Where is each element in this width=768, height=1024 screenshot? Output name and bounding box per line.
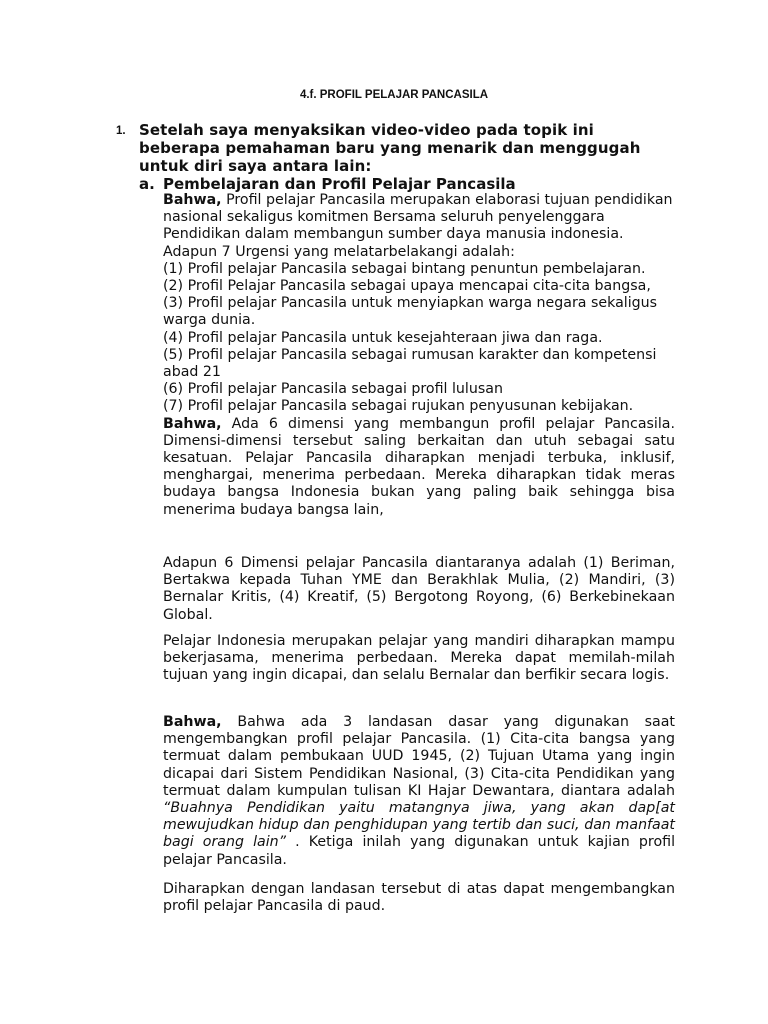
list-item: (3) Profil pelajar Pancasila untuk menyiapkan warga negara sekaligus warga dunia. xyxy=(163,295,658,329)
paragraph-6: Diharapkan dengan landasan tersebut di atas dapat mengembangkan profil pelajar Pancasila di paud. xyxy=(163,881,675,915)
urgency-intro: Adapun 7 Urgensi yang melatarbelakangi adalah: xyxy=(163,243,515,260)
paragraph-3: Adapun 6 Dimensi pelajar Pancasila diantaranya adalah (1) Beriman, Bertakwa kepada Tuhan YME dan Berakhlak Mulia, (2) Mandiri, (3) Bernalar Kritis, (4) Kreatif, (5) Bergotong Royong, (6) Berkebinekaan Global. xyxy=(163,555,675,623)
paragraph-5-text: Bahwa ada 3 landasan dasar yang digunakan saat mengembangkan profil pelajar Pancasila. (1) Cita-cita bangsa yang termuat dalam pembukaan UUD 1945, (2) Tujuan Utama yang ingin dicapai dari Sistem Pendidikan Nasional, (3) Cita-cita Pendidikan yang termuat dalam kumpulan tulisan KI Hajar Dewantara, diantara adalah xyxy=(163,714,675,799)
list-item: (5) Profil pelajar Pancasila sebagai rumusan karakter dan kompetensi abad 21 xyxy=(163,346,657,381)
list-number: 1. xyxy=(116,125,126,137)
paragraph-5 xyxy=(163,714,675,869)
paragraph-5-tail: . Ketiga inilah yang digunakan untuk kajian profil pelajar Pancasila. xyxy=(163,834,676,868)
section-a-title: Pembelajaran dan Profil Pelajar Pancasila xyxy=(163,175,516,193)
list-item: (6) Profil pelajar Pancasila sebagai profil lulusan xyxy=(163,381,503,398)
section-a-heading xyxy=(139,175,516,193)
paragraph-2 xyxy=(163,416,675,519)
page-title: 4.f. PROFIL PELAJAR PANCASILA xyxy=(299,89,489,101)
paragraph-5-lead: Bahwa, xyxy=(163,714,222,730)
paragraph-1 xyxy=(163,192,675,244)
list-item: (4) Profil pelajar Pancasila untuk kesejahteraan jiwa dan raga. xyxy=(163,329,603,346)
paragraph-1-text: Profil pelajar Pancasila merupakan elaborasi tujuan pendidikan nasional sekaligus komitmen Bersama seluruh penyelenggara Pendidikan dalam membangun sumber daya manusia indonesia. xyxy=(163,192,673,243)
paragraph-1-lead: Bahwa, xyxy=(163,192,222,208)
paragraph-2-lead: Bahwa, xyxy=(163,415,222,432)
intro-text: Setelah saya menyaksikan video-video pada topik ini beberapa pemahaman baru yang menarik dan menggugah untuk diri saya antara lain: xyxy=(139,121,641,175)
list-item: (7) Profil pelajar Pancasila sebagai rujukan penyusunan kebijakan. xyxy=(163,398,634,415)
list-item: (1) Profil pelajar Pancasila sebagai bintang penuntun pembelajaran. xyxy=(163,260,646,277)
paragraph-4: Pelajar Indonesia merupakan pelajar yang mandiri diharapkan mampu bekerjasama, menerima perbedaan. Mereka dapat memilah-milah tujuan yang ingin dicapai, dan selalu Bernalar dan berfikir secara logis. xyxy=(163,633,675,684)
section-a-body xyxy=(163,192,675,519)
section-a-letter: a. xyxy=(139,175,155,193)
paragraph-5-quote: “Buahnya Pendidikan yaitu matangnya jiwa, yang akan dap[at mewujudkan hidup dan penghidupan yang tertib dan suci, dan manfaat bagi orang lain” xyxy=(163,800,675,851)
paragraph-2-text: Ada 6 dimensi yang membangun profil pelajar Pancasila. Dimensi-dimensi tersebut saling berkaitan dan utuh sebagai satu kesatuan. Pelajar Pancasila diharapkan menjadi terbuka, inklusif, menghargai, menerima perbedaan. Mereka diharapkan tidak meras budaya bangsa Indonesia bukan yang paling baik sehingga bisa menerima budaya bangsa lain, xyxy=(163,415,675,518)
list-item: (2) Profil Pelajar Pancasila sebagai upaya mencapai cita-cita bangsa, xyxy=(163,278,651,295)
